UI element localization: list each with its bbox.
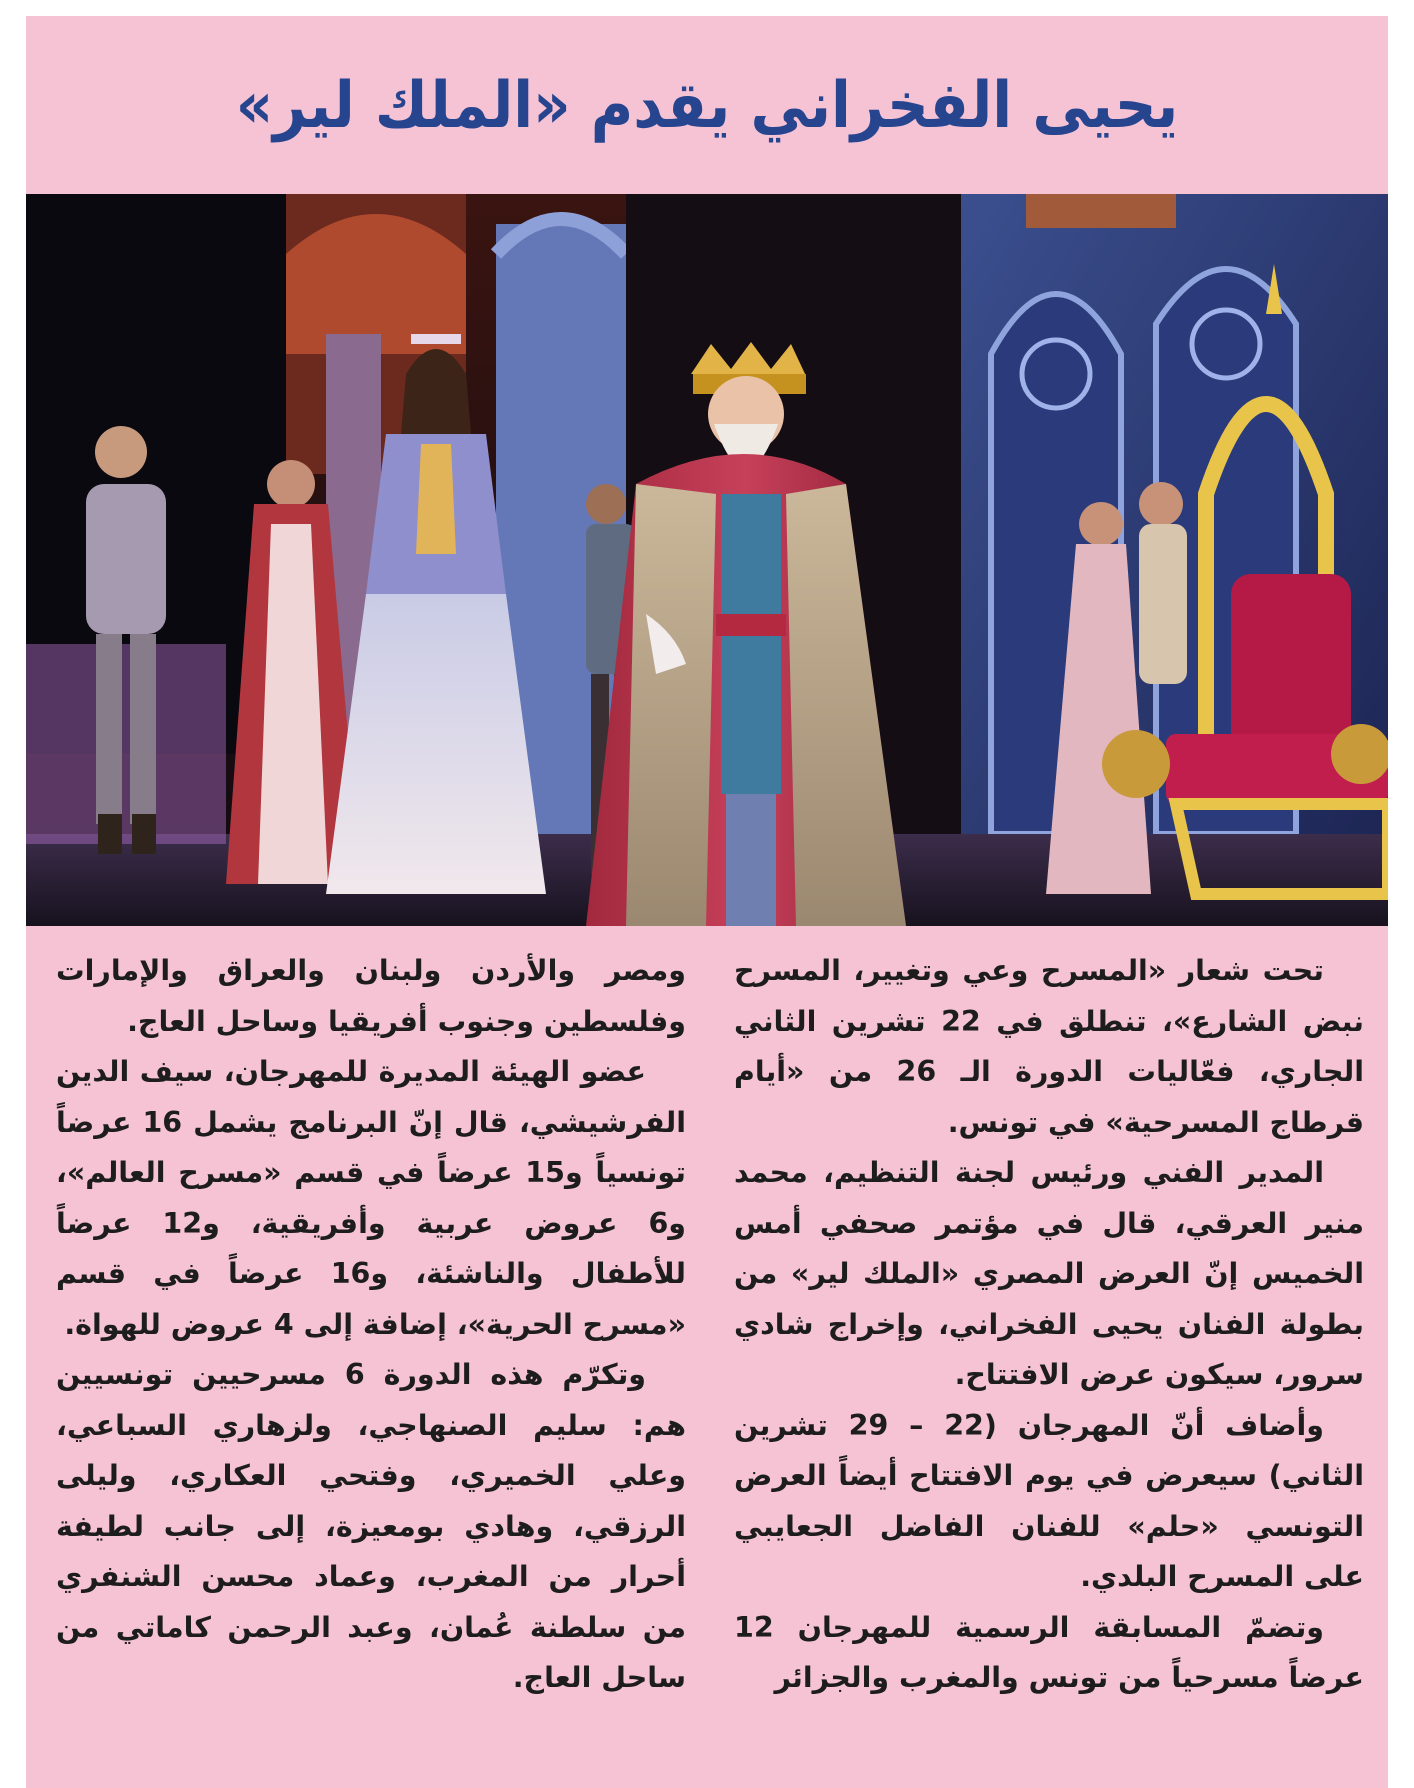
paragraph: وتضمّ المسابقة الرسمية للمهرجان 12 عرضاً مسرحياً من تونس والمغرب والجزائر xyxy=(734,1610,1364,1694)
paragraph: عضو الهيئة المديرة للمهرجان، سيف الدين الفرشيشي، قال إنّ البرنامج يشمل 16 عرضاً تونسياً و15 عرضاً في قسم «مسرح العالم»، و6 عروض عربية وأفريقية، و12 عرضاً للأطفال والناشئة، و16 عرضاً في قسم «مسرح الحرية»، إضافة إلى 4 عروض للهواة. xyxy=(56,1055,686,1341)
headline-band xyxy=(26,16,1388,194)
paragraph: تحت شعار «المسرح وعي وتغيير، المسرح نبض الشارع»، تنطلق في 22 تشرين الثاني الجاري، فعّاليات الدورة الـ 26 من «أيام قرطاج المسرحية» في تونس. xyxy=(734,954,1365,1139)
article-headline: يحيى الفخراني يقدم «الملك لير» xyxy=(235,67,1179,143)
paragraph: وأضاف أنّ المهرجان (22 – 29 تشرين الثاني) سيعرض في يوم الافتتاح أيضاً العرض التونسي «حلم» للفنان الفاضل الجعايبي على المسرح البلدي. xyxy=(734,1408,1364,1593)
article-photo xyxy=(26,194,1388,926)
paragraph: المدير الفني ورئيس لجنة التنظيم، محمد منير العرقي، قال في مؤتمر صحفي أمس الخميس إنّ العرض المصري «الملك لير» من بطولة الفنان يحيى الفخراني، وإخراج شادي سرور، سيكون عرض الافتتاح. xyxy=(734,1156,1364,1391)
article-column-right xyxy=(734,946,1364,1704)
article-column-left xyxy=(56,946,686,1704)
paragraph: وتكرّم هذه الدورة 6 مسرحيين تونسيين هم: سليم الصنهاجي، ولزهاري السباعي، وعلي الخميري، وفتحي العكاري، وليلى الرزقي، وهادي بومعيزة، إلى جانب لطيفة أحرار من المغرب، وعماد محسن الشنفري من سلطنة عُمان، وعبد الرحمن كاماتي من ساحل العاج. xyxy=(56,1358,686,1694)
article-page xyxy=(26,16,1388,1788)
paragraph: ومصر والأردن ولبنان والعراق والإمارات وفلسطين وجنوب أفريقيا وساحل العاج. xyxy=(56,954,686,1038)
theatre-stage-photo-icon xyxy=(26,194,1388,926)
